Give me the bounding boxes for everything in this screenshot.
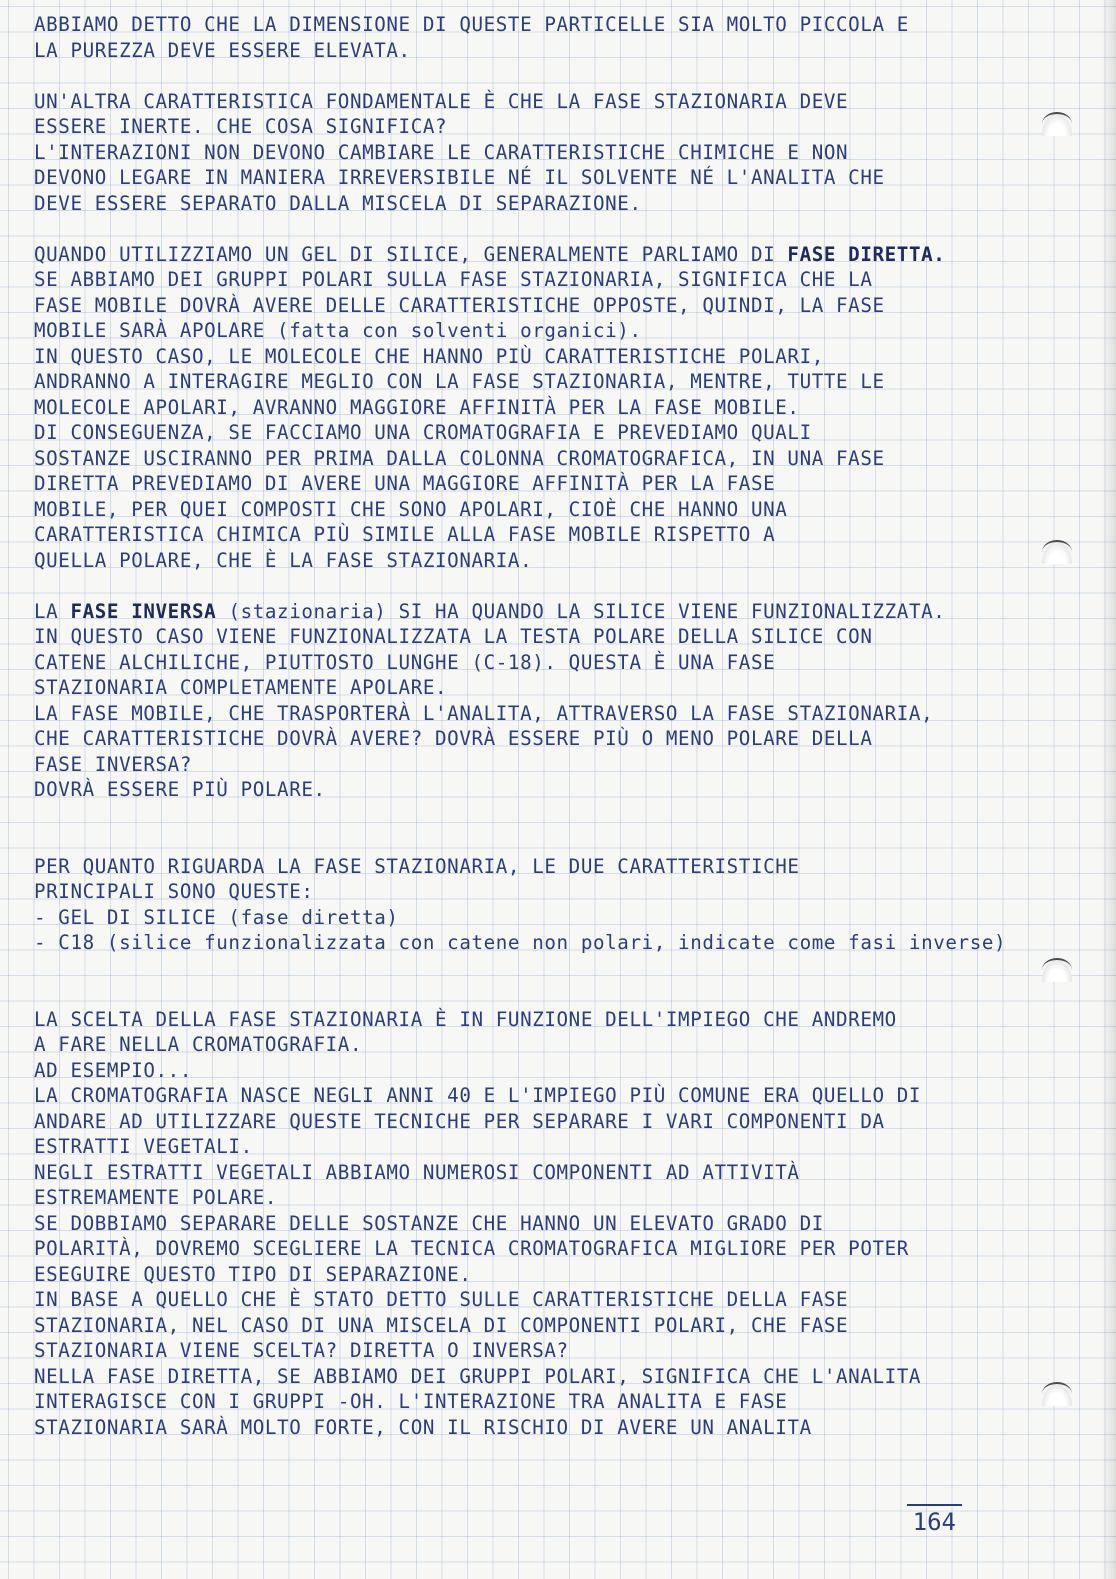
text-line: FASE INVERSA? [34,752,192,776]
text-line: ABBIAMO DETTO CHE LA DIMENSIONE DI QUESTE PARTICELLE SIA MOLTO PICCOLA E [34,13,909,36]
text-line: DEVE ESSERE SEPARATO DALLA MISCELA DI SEPARAZIONE. [34,191,642,215]
text-line: POLARITÀ, DOVREMO SCEGLIERE LA TECNICA CROMATOGRAFICA MIGLIORE PER POTER [34,1237,909,1260]
text-line: L'INTERAZIONI NON DEVONO CAMBIARE LE CARATTERISTICHE CHIMICHE E NON [34,140,849,164]
bold-term-fase-inversa: FASE INVERSA [70,599,217,623]
text-line: LA CROMATOGRAFIA NASCE NEGLI ANNI 40 E L'IMPIEGO PIÙ COMUNE ERA QUELLO DI [34,1084,922,1107]
text-line: ANDARE AD UTILIZZARE QUESTE TECNICHE PER SEPARARE I VARI COMPONENTI DA [34,1109,885,1133]
text-line: STAZIONARIA VIENE SCELTA? DIRETTA O INVERSA? [34,1339,569,1362]
text-line: UN'ALTRA CARATTERISTICA FONDAMENTALE È CHE LA FASE STAZIONARIA DEVE [34,89,849,113]
bold-term-fase-diretta: FASE DIRETTA. [787,242,946,266]
text-line: MOLECOLE APOLARI, AVRANNO MAGGIORE AFFINITÀ PER LA FASE MOBILE. [34,395,800,419]
text-line: ESTREMAMENTE POLARE. [34,1186,278,1209]
text-line: STAZIONARIA SARÀ MOLTO FORTE, CON IL RISCHIO DI AVERE UN ANALITA [34,1415,812,1439]
text-line: LA FASE MOBILE, CHE TRASPORTERÀ L'ANALITA, ATTRAVERSO LA FASE STAZIONARIA, [34,701,934,725]
text-line: AD ESEMPIO... [34,1058,192,1082]
text-line: ANDRANNO A INTERAGIRE MEGLIO CON LA FASE STAZIONARIA, MENTRE, TUTTE LE [34,370,885,393]
text-line: ESEGUIRE QUESTO TIPO DI SEPARAZIONE. [34,1262,472,1286]
text-line: IN QUESTO CASO VIENE FUNZIONALIZZATA LA TESTA POLARE DELLA SILICE CON [34,625,873,648]
text-line: MOBILE SARÀ APOLARE (fatta con solventi organici). [34,319,642,342]
text-line: SOSTANZE USCIRANNO PER PRIMA DALLA COLONNA CROMATOGRAFICA, IN UNA FASE [34,446,885,470]
text-line: DOVRÀ ESSERE PIÙ POLARE. [34,778,326,801]
text-line: A FARE NELLA CROMATOGRAFIA. [34,1033,363,1056]
text-line: FASE MOBILE DOVRÀ AVERE DELLE CARATTERISTICHE OPPOSTE, QUINDI, LA FASE [34,293,885,317]
text-line: NEGLI ESTRATTI VEGETALI ABBIAMO NUMEROSI COMPONENTI AD ATTIVITÀ [34,1160,800,1184]
text-line: SE DOBBIAMO SEPARARE DELLE SOSTANZE CHE HANNO UN ELEVATO GRADO DI [34,1211,824,1235]
text-line: DIRETTA PREVEDIAMO DI AVERE UNA MAGGIORE AFFINITÀ PER LA FASE [34,472,776,495]
text-line: CARATTERISTICA CHIMICA PIÙ SIMILE ALLA FASE MOBILE RISPETTO A [34,523,776,546]
list-item: - C18 (silice funzionalizzata con catene non polari, indicate come fasi inverse) [34,931,1007,954]
text-fragment: LA [34,599,71,623]
text-line: LA SCELTA DELLA FASE STAZIONARIA È IN FUNZIONE DELL'IMPIEGO CHE ANDREMO [34,1007,897,1031]
text-line: ESTRATTI VEGETALI. [34,1135,253,1158]
page-number: 164 [912,1508,956,1536]
text-line: CHE CARATTERISTICHE DOVRÀ AVERE? DOVRÀ ESSERE PIÙ O MENO POLARE DELLA [34,727,873,750]
text-line: IN QUESTO CASO, LE MOLECOLE CHE HANNO PIÙ CARATTERISTICHE POLARI, [34,344,824,368]
text-line: SE ABBIAMO DEI GRUPPI POLARI SULLA FASE STAZIONARIA, SIGNIFICA CHE LA [34,268,873,291]
text-line: PRINCIPALI SONO QUESTE: [34,880,314,903]
text-line: DEVONO LEGARE IN MANIERA IRREVERSIBILE NÉ IL SOLVENTE NÉ L'ANALITA CHE [34,166,885,189]
text-line: INTERAGISCE CON I GRUPPI -OH. L'INTERAZIONE TRA ANALITA E FASE [34,1390,788,1413]
text-line: PER QUANTO RIGUARDA LA FASE STAZIONARIA, LE DUE CARATTERISTICHE [34,854,800,878]
text-fragment: (stazionaria) SI HA QUANDO LA SILICE VIENE FUNZIONALIZZATA. [216,599,946,623]
handwritten-notes [34,12,1084,1440]
list-item: - GEL DI SILICE (fase diretta) [34,905,399,929]
text-line: STAZIONARIA, NEL CASO DI UNA MISCELA DI COMPONENTI POLARI, CHE FASE [34,1313,849,1337]
text-line: IN BASE A QUELLO CHE È STATO DETTO SULLE CARATTERISTICHE DELLA FASE [34,1288,849,1311]
text-line: DI CONSEGUENZA, SE FACCIAMO UNA CROMATOGRAFIA E PREVEDIAMO QUALI [34,421,812,444]
text-line: NELLA FASE DIRETTA, SE ABBIAMO DEI GRUPPI POLARI, SIGNIFICA CHE L'ANALITA [34,1364,922,1388]
text-line: ESSERE INERTE. CHE COSA SIGNIFICA? [34,115,448,138]
text-line [34,242,1084,268]
page-edge-shadow [1102,0,1116,1579]
text-line [34,599,1084,625]
text-line: MOBILE, PER QUEI COMPOSTI CHE SONO APOLARI, CIOÈ CHE HANNO UNA [34,497,788,521]
text-line: LA PUREZZA DEVE ESSERE ELEVATA. [34,38,411,62]
text-line: STAZIONARIA COMPLETAMENTE APOLARE. [34,676,448,699]
text-line: CATENE ALCHILICHE, PIUTTOSTO LUNGHE (C-18). QUESTA È UNA FASE [34,650,776,674]
text-line: QUELLA POLARE, CHE È LA FASE STAZIONARIA. [34,548,533,572]
text-fragment: QUANDO UTILIZZIAMO UN GEL DI SILICE, GENERALMENTE PARLIAMO DI [34,242,788,266]
